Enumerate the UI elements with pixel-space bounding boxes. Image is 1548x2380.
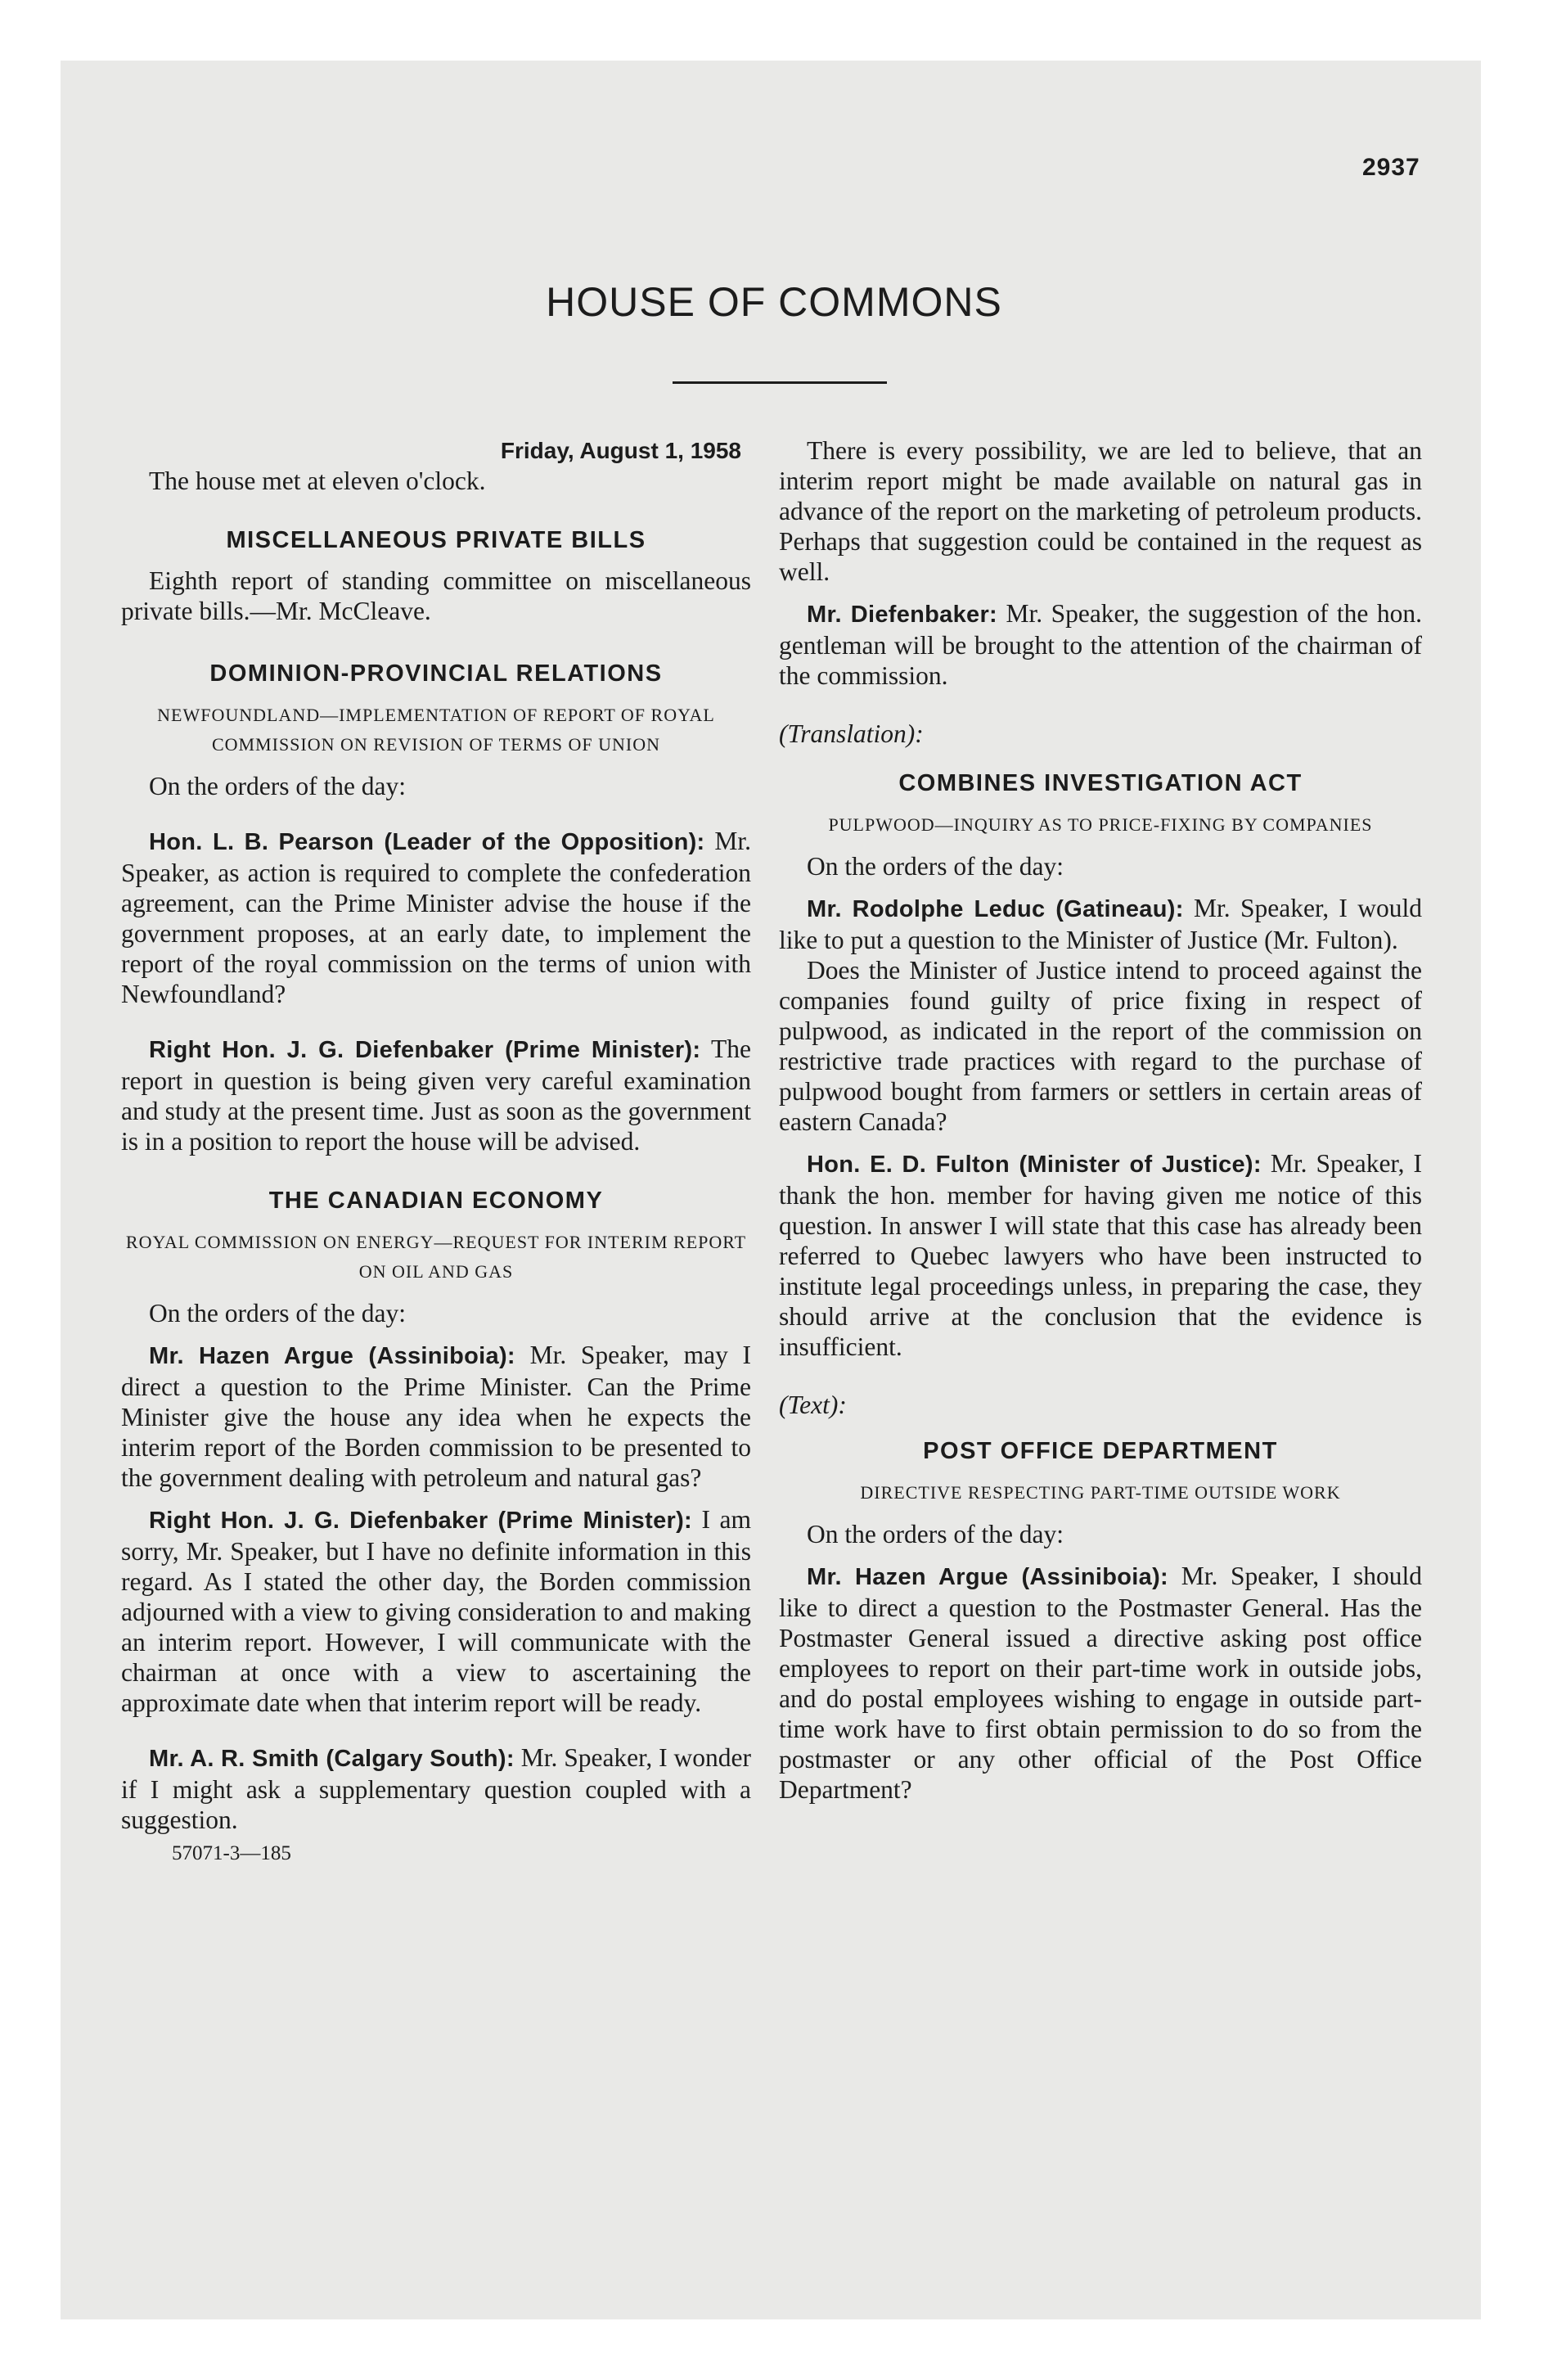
right-column [779, 435, 1422, 1805]
speech-text: The report in question is being given very careful examination and study at the present time. Just as soon as the government is in a position to report the house will be advised. [121, 1034, 751, 1156]
translation-label: (Translation): [779, 719, 924, 748]
speaker-name: Mr. Rodolphe Leduc (Gatineau): [807, 896, 1184, 922]
speech-paragraph [779, 1148, 1422, 1362]
speech-paragraph [779, 1561, 1422, 1805]
speaker-name: Mr. A. R. Smith (Calgary South): [149, 1746, 515, 1772]
subheading-energy-commission: ROYAL COMMISSION ON ENERGY—REQUEST FOR INTERIM REPORT ON OIL AND GAS [125, 1232, 747, 1282]
speaker-name: Hon. E. D. Fulton (Minister of Justice): [807, 1152, 1262, 1178]
speech-paragraph: Does the Minister of Justice intend to proceed against the companies found guilty of price fixing in respect of pulpwood, as indicated in the report of the commission on restrictive trade practices with regard to the purchase of pulpwood bought from farmers or settlers in certain areas of eastern Canada? [779, 956, 1422, 1136]
sitting-date: Friday, August 1, 1958 [500, 438, 741, 463]
speech-text: Mr. Speaker, I would like to put a question to the Minister of Justice (Mr. Fulton). [779, 894, 1423, 954]
section-heading-misc-bills: MISCELLANEOUS PRIVATE BILLS [226, 527, 646, 553]
page-title: HOUSE OF COMMONS [546, 279, 1002, 325]
subheading-newfoundland: NEWFOUNDLAND—IMPLEMENTATION OF REPORT OF ROYAL COMMISSION ON REVISION OF TERMS OF UNION [157, 705, 715, 755]
orders-of-day: On the orders of the day: [149, 772, 407, 800]
speech-text: Mr. Speaker, as action is required to complete the confederation agreement, can the Prime Minister advise the house if the government proposes, at an early date, to implement the report of the royal commission on the terms of union with Newfoundland? [121, 827, 751, 1008]
opening-line: The house met at eleven o'clock. [149, 467, 486, 495]
title-rule [673, 381, 887, 384]
page-number: 2937 [1362, 154, 1420, 181]
speaker-name: Right Hon. J. G. Diefenbaker (Prime Minister): [149, 1508, 693, 1534]
footer-printer-code: 57071-3—185 [172, 1842, 291, 1864]
section-heading-combines: COMBINES INVESTIGATION ACT [898, 770, 1303, 796]
speech-text: Mr. Speaker, I should like to direct a question to the Postmaster General. Has the Postmaster General issued a directive asking post office employees to report on their part-time work in outside jobs, and do postal employees wishing to engage in outside part-time work have to first obtain permission to do so from the postmaster or any other official of the Post Office Department? [779, 1562, 1423, 1804]
orders-of-day: On the orders of the day: [807, 1520, 1064, 1548]
speaker-name: Mr. Hazen Argue (Assiniboia): [807, 1564, 1168, 1590]
speech-paragraph [121, 1340, 751, 1493]
orders-of-day: On the orders of the day: [807, 852, 1064, 881]
left-column [121, 435, 751, 1868]
section-heading-dominion-provincial: DOMINION-PROVINCIAL RELATIONS [209, 660, 663, 687]
subheading-pulpwood: PULPWOOD—INQUIRY AS TO PRICE-FIXING BY COMPANIES [828, 814, 1373, 835]
speech-text: Mr. Speaker, the suggestion of the hon. gentleman will be brought to the attention of the chairman of the commission. [779, 599, 1422, 690]
speech-paragraph [121, 1742, 751, 1835]
speech-text: I am sorry, Mr. Speaker, but I have no definite information in this regard. As I stated the other day, the Borden commission adjourned with a view to giving consideration to and making an interim report. However, I will communicate with the chairman at once with a view to ascertaining the approximate date when that interim report will be ready. [121, 1505, 752, 1717]
section-heading-post-office: POST OFFICE DEPARTMENT [923, 1438, 1278, 1464]
speech-paragraph [121, 1504, 751, 1718]
speech-text: Mr. Speaker, I thank the hon. member for having given me notice of this question. In answer I will state that this case has already been referred to Quebec lawyers who have been instructed to institute legal proceedings unless, in preparing the case, they should arrive at the conclusion that the evidence is insufficient. [779, 1149, 1422, 1361]
speech-paragraph [779, 598, 1422, 691]
speech-paragraph [121, 1034, 751, 1156]
speaker-name: Mr. Hazen Argue (Assiniboia): [149, 1343, 515, 1369]
section-heading-canadian-economy: THE CANADIAN ECONOMY [268, 1188, 604, 1214]
misc-bills-text: Eighth report of standing committee on miscellaneous private bills.—Mr. McCleave. [121, 566, 751, 625]
speaker-name: Right Hon. J. G. Diefenbaker (Prime Minister): [149, 1037, 701, 1063]
speech-paragraph [121, 826, 751, 1009]
speech-paragraph [779, 893, 1422, 955]
speech-paragraph: There is every possibility, we are led to believe, that an interim report might be made available on natural gas in advance of the report on the marketing of petroleum products. Perhaps that suggestion could be contained in the request as well. [779, 436, 1422, 586]
subheading-part-time-work: DIRECTIVE RESPECTING PART-TIME OUTSIDE WORK [860, 1482, 1341, 1503]
text-label: (Text): [779, 1391, 847, 1419]
speaker-name: Mr. Diefenbaker: [807, 602, 998, 628]
speech-text: Mr. Speaker, may I direct a question to the Prime Minister. Can the Prime Minister give the house any idea when he expects the interim report of the Borden commission to be presented to the government dealing with petroleum and natural gas? [121, 1341, 751, 1492]
speech-text: Mr. Speaker, I wonder if I might ask a supplementary question coupled with a suggestion. [121, 1743, 751, 1834]
orders-of-day: On the orders of the day: [149, 1299, 407, 1327]
speaker-name: Hon. L. B. Pearson (Leader of the Opposition): [149, 829, 705, 855]
